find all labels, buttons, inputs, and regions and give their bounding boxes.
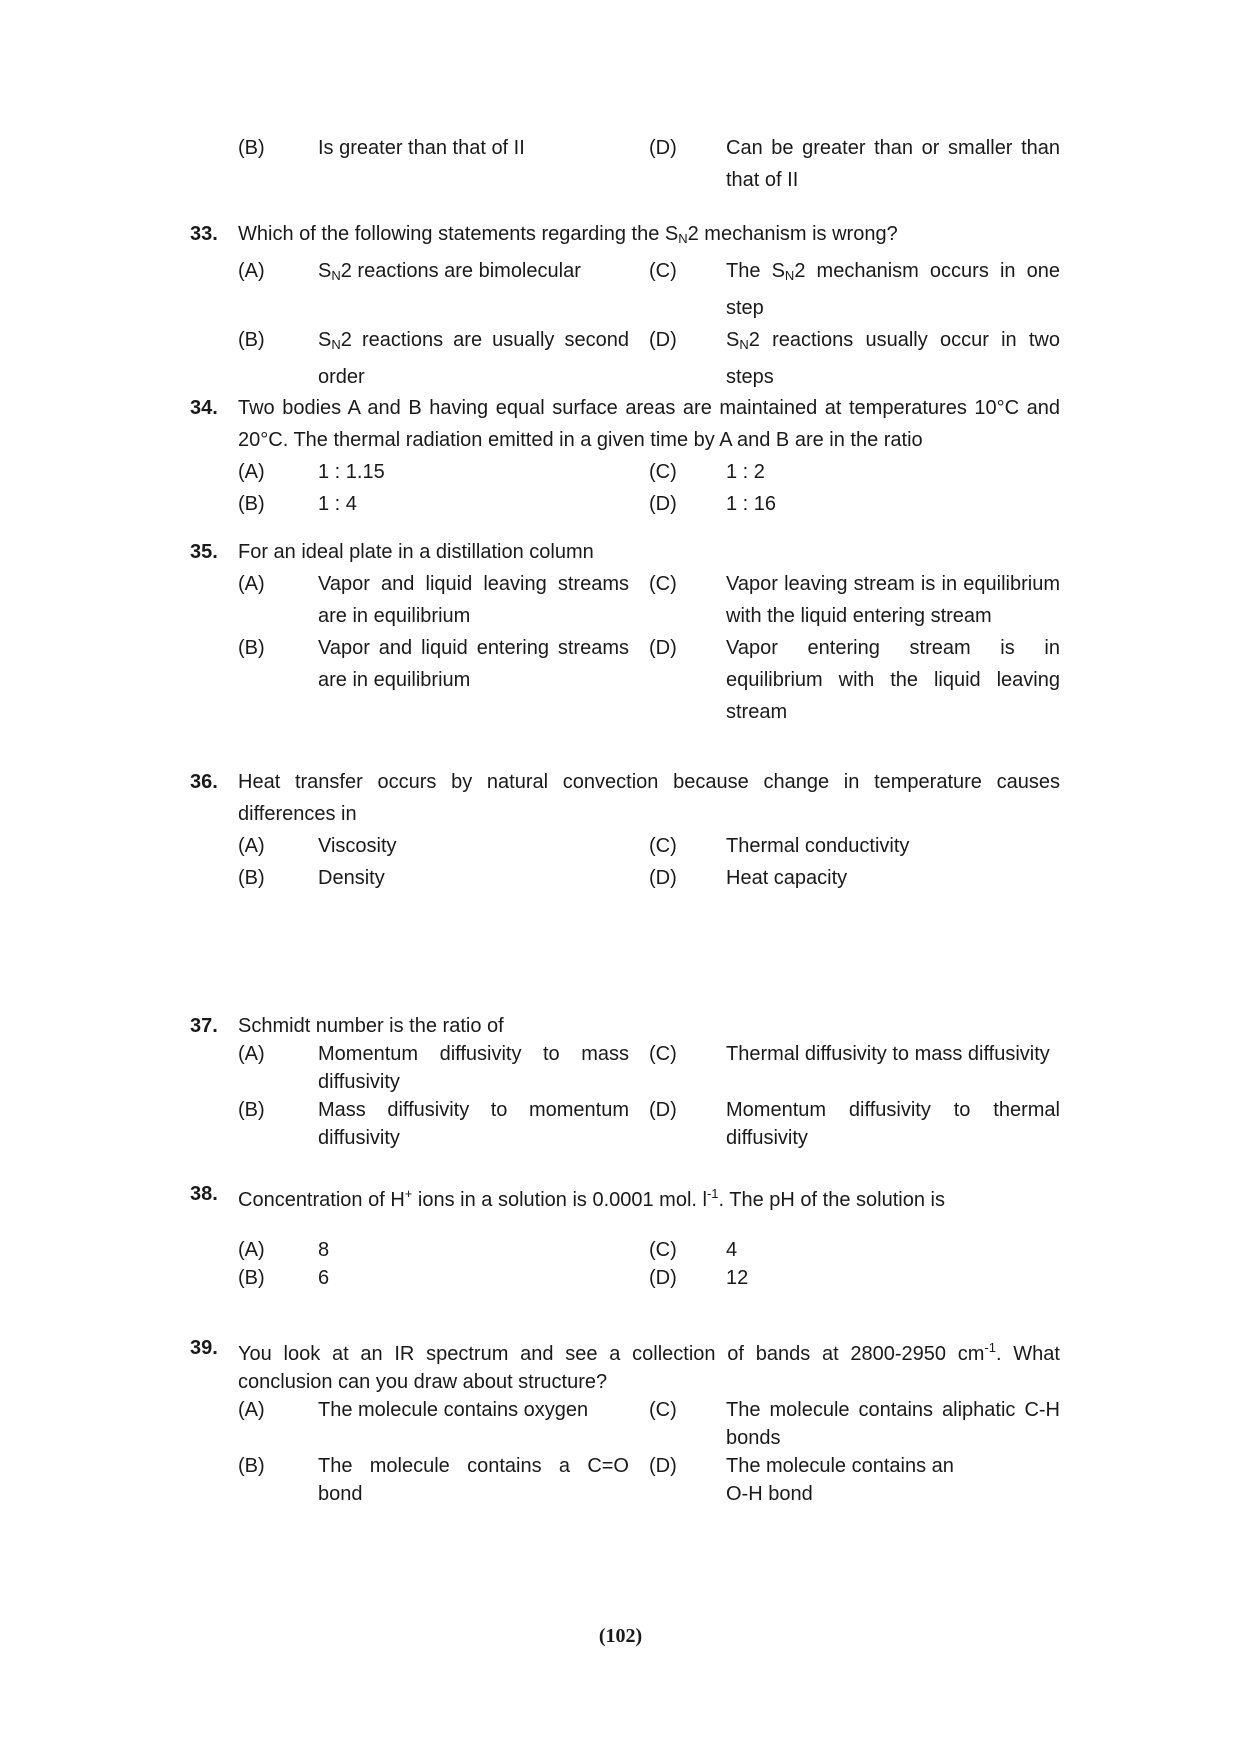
question-text: Heat transfer occurs by natural convection because change in temperature causes differences in [238,771,1060,825]
option-b: (B) Vapor and liquid entering streams are in equilibrium [238,637,629,691]
question-number: 36. [190,771,218,793]
question-text: Concentration of H+ ions in a solution is 0.0001 mol. $l^{-1}$. The pH of the solution is [238,1186,945,1211]
question-35 [190,536,1060,728]
option-b: (B) 6 [238,1267,330,1289]
option-d: (D) Can be greater than or smaller than that of II [649,137,1060,191]
question-number: 39. [190,1337,218,1359]
question-number: 35. [190,541,218,563]
option-c: (C) Thermal conductivity [649,835,910,857]
option-a: (A) Vapor and liquid leaving streams are in equilibrium [238,573,629,627]
option-a: (A) 8 [238,1239,330,1261]
question-text: You look at an IR spectrum and see a collection of bands at 2800-2950 $cm^{-1}$. What conclusion can you draw about structure? [238,1340,1060,1393]
option-c: (C) 4 [649,1239,738,1261]
question-number: 34. [190,397,218,419]
option-d: (D) 12 [649,1267,749,1289]
option-b: (B) The molecule contains a C=O bond [238,1455,629,1505]
question-text: Schmidt number is the ratio of [238,1015,504,1037]
option-a: (A) Momentum diffusivity to mass diffusivity [238,1043,629,1093]
question-text: Which of the following statements regarding the $S_N2$ mechanism is wrong? [238,223,898,246]
option-b: (B) Is greater than that of II [238,137,525,159]
option-d: (D) Heat capacity [649,867,848,889]
option-d: (D) Vapor entering stream is in equilibrium with the liquid leaving stream [649,637,1060,723]
option-d: (D) Momentum diffusivity to thermal diffusivity [649,1099,1060,1149]
question-34 [190,392,1060,520]
option-d: (D) $S_N2$ reactions usually occur in two steps [649,329,1060,388]
page-number: (102) [598,1625,643,1647]
question-number: 38. [190,1183,218,1205]
question-33 [190,218,1060,393]
option-b: (B) 1 : 4 [238,493,357,515]
option-b: (B) Density [238,867,385,889]
option-b: (B) Mass diffusivity to momentum diffusivity [238,1099,629,1149]
option-a: (A) $S_N2$ reactions are bimolecular [238,260,581,283]
question-37 [190,1012,1060,1152]
option-b: (B) $S_N2$ reactions are usually second order [238,329,629,388]
option-c: (C) Thermal diffusivity to mass diffusivity [649,1043,1050,1065]
option-c: (C) 1 : 2 [649,461,765,483]
option-a: (A) The molecule contains oxygen [238,1399,589,1421]
question-39 [190,1334,1060,1508]
question-38 [190,1180,1060,1292]
question-32-continued [190,132,1060,196]
option-c: (C) Vapor leaving stream is in equilibrium with the liquid entering stream [649,573,1060,627]
question-text: Two bodies A and B having equal surface areas are maintained at temperatures 10°C and 20°C. The thermal radiation emitted in a given time by A and B are in the ratio [238,397,1060,451]
question-text: For an ideal plate in a distillation column [238,541,594,563]
question-number: 33. [190,223,218,245]
option-c: (C) The $S_N2$ mechanism occurs in one step [649,260,1060,319]
option-c: (C) The molecule contains aliphatic C-H bonds [649,1399,1060,1449]
option-d: (D) 1 : 16 [649,493,777,515]
question-number: 37. [190,1015,218,1037]
question-36 [190,766,1060,894]
option-a: (A) Viscosity [238,835,397,857]
option-a: (A) 1 : 1.15 [238,461,385,483]
option-d: (D) The molecule contains an O-H bond [649,1455,954,1505]
